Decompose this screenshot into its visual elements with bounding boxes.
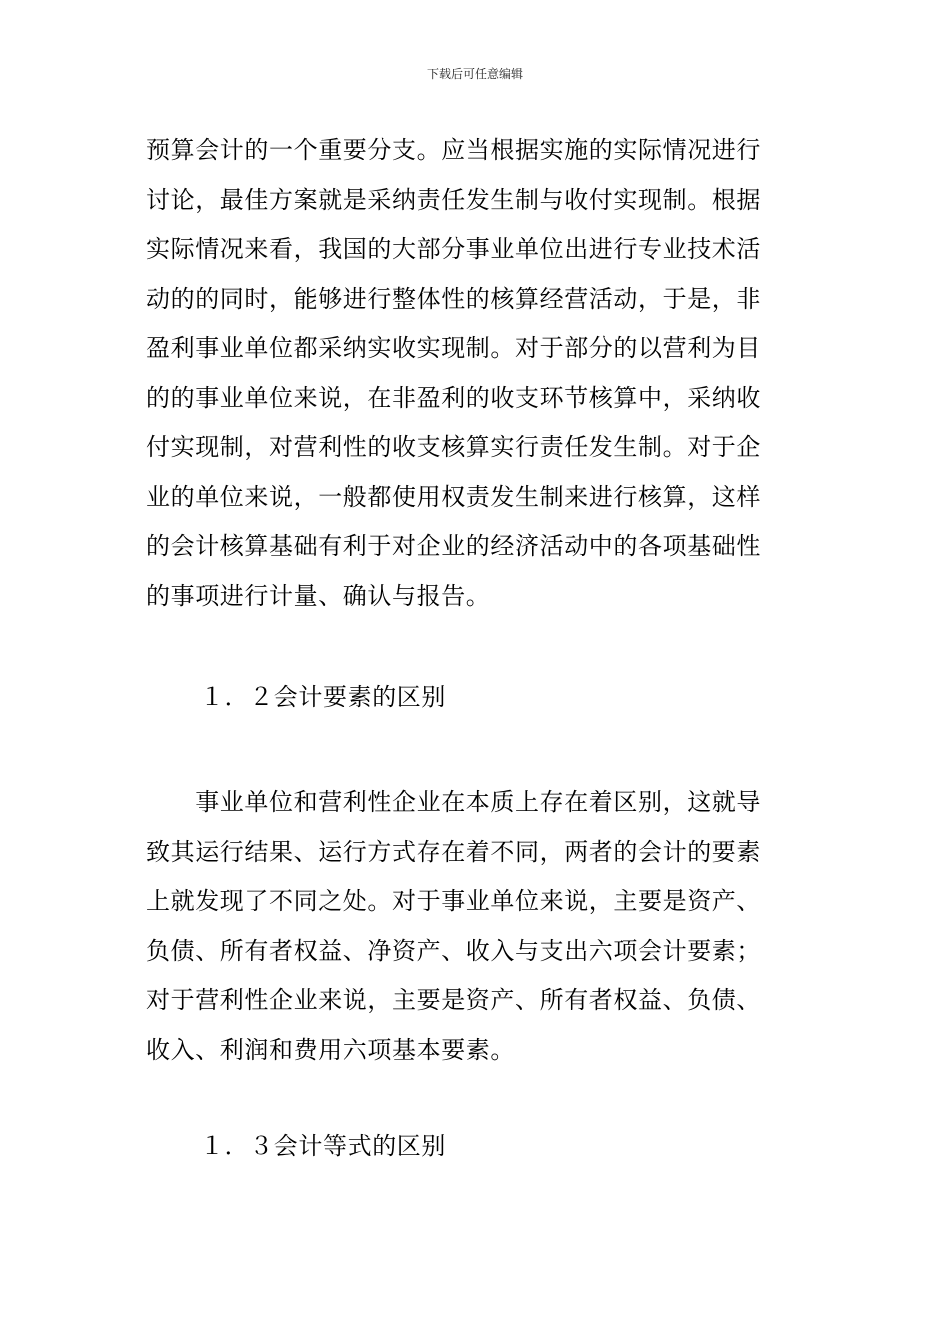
paragraph-line: 业的单位来说，一般都使用权责发生制来进行核算，这样 [146,482,761,511]
paragraph-line: 的的事业单位来说，在非盈利的收支环节核算中，采纳收 [146,383,761,412]
body-paragraph-1 [146,126,812,621]
paragraph-line: 预算会计的一个重要分支。应当根据实施的实际情况进行 [146,136,761,164]
section-heading-1-2: １．２会计要素的区别 [200,683,446,711]
paragraph-line: 事业单位和营利性企业在本质上存在着区别，这就导 [146,788,761,816]
paragraph-line: 负债、所有者权益、净资产、收入与支出六项会计要素； [146,936,761,965]
header-note: 下载后可任意编辑 [426,67,523,81]
paragraph-line: 收入、利润和费用六项基本要素。 [146,1035,515,1064]
paragraph-line: 的会计核算基础有利于对企业的经济活动中的各项基础性 [146,532,761,560]
paragraph-line: 付实现制，对营利性的收支核算实行责任发生制。对于企 [146,433,761,461]
section-heading-1-3: １．３会计等式的区别 [200,1132,446,1160]
paragraph-line: 讨论，最佳方案就是采纳责任发生制与收付实现制。根据 [146,185,761,214]
paragraph-line: 上就发现了不同之处。对于事业单位来说，主要是资产、 [146,887,761,915]
paragraph-line: 的事项进行计量、确认与报告。 [146,581,491,610]
paragraph-line: 实际情况来看，我国的大部分事业单位出进行专业技术活 [146,235,761,263]
paragraph-line: 动的的同时，能够进行整体性的核算经营活动，于是，非 [146,284,761,313]
paragraph-line: 致其运行结果、运行方式存在着不同，两者的会计的要素 [146,837,761,866]
paragraph-line: 对于营利性企业来说，主要是资产、所有者权益、负债、 [146,986,761,1014]
body-paragraph-2 [146,778,812,1075]
paragraph-line: 盈利事业单位都采纳实收实现制。对于部分的以营利为目 [146,334,761,362]
